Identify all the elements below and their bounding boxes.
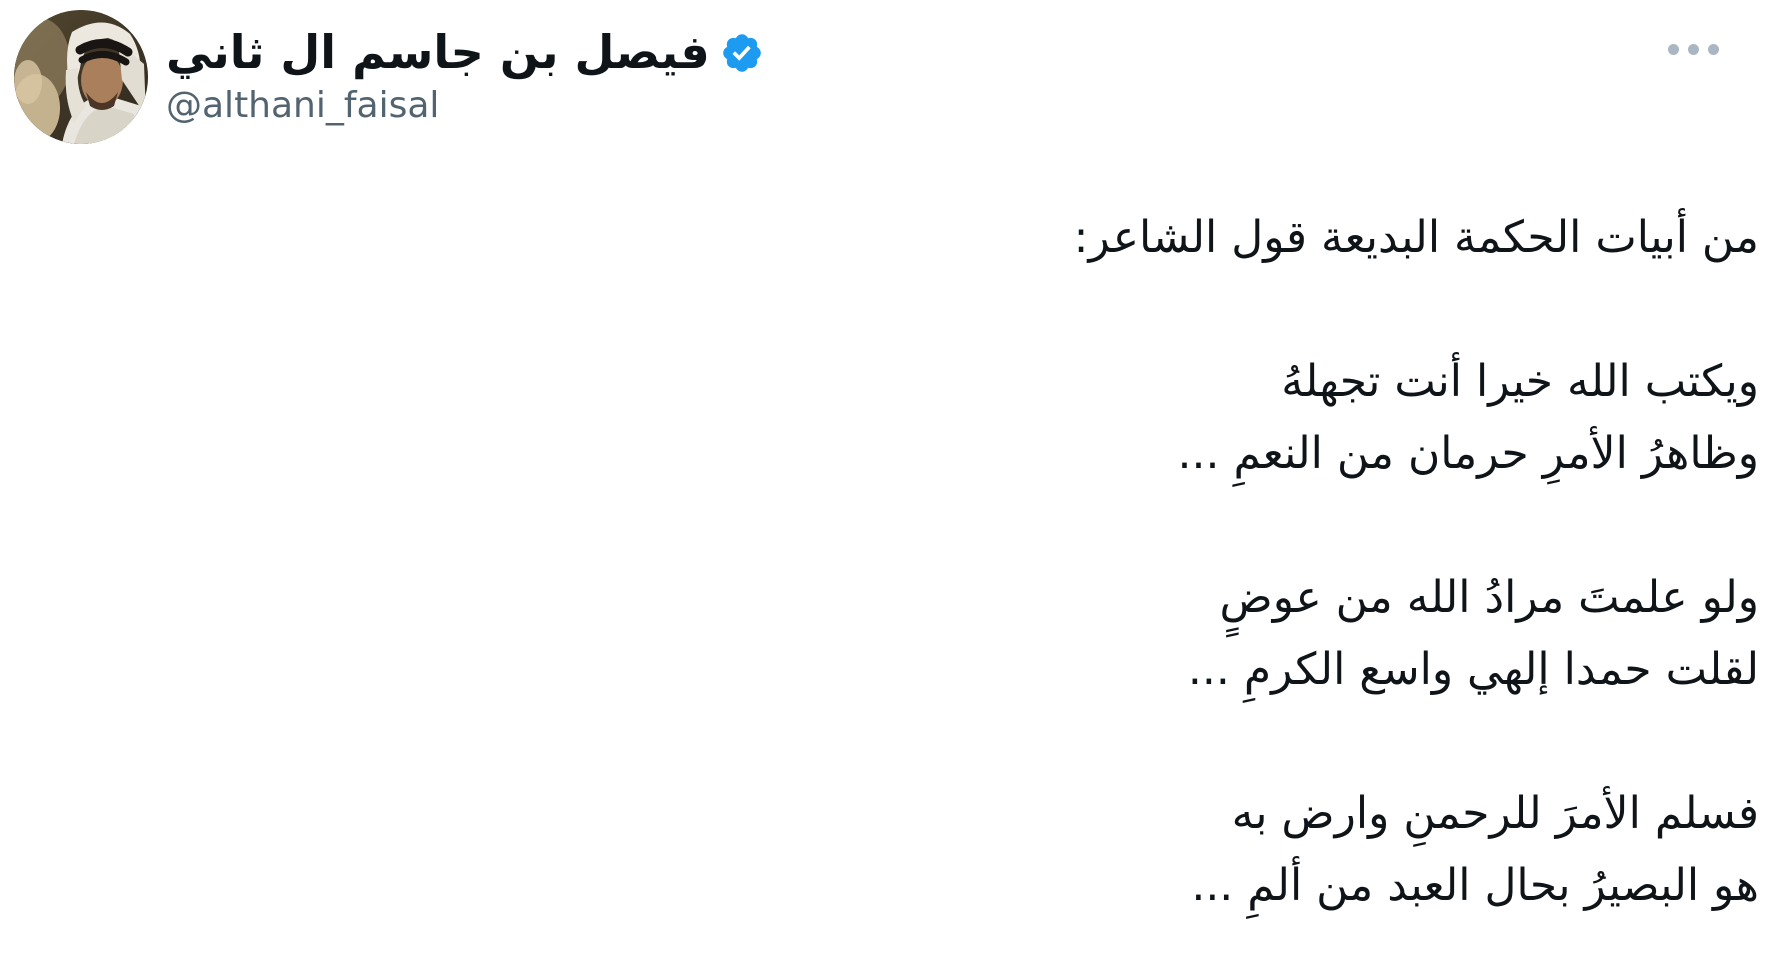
tweet-line: وظاهرُ الأمرِ حرمان من النعمِ ... <box>1177 428 1759 479</box>
tweet-header <box>14 10 1759 154</box>
tweet-line: ولو علمتَ مرادُ الله من عوضٍ <box>1219 572 1759 623</box>
tweet-line: هو البصيرُ بحال العبد من ألمِ ... <box>1191 860 1759 911</box>
tweet-line: فسلم الأمرَ للرحمنِ وارض به <box>1231 788 1759 839</box>
tweet-line <box>14 274 1759 346</box>
display-name[interactable]: فيصل بن جاسم ال ثاني <box>166 25 710 79</box>
profile-photo-icon <box>14 10 148 144</box>
tweet-line: لقلت حمدا إلهي واسع الكرمِ ... <box>1187 644 1759 695</box>
tweet-line <box>14 706 1759 778</box>
more-icon <box>1668 44 1719 55</box>
user-id-block <box>166 10 764 127</box>
tweet-line: من أبيات الحكمة البديعة قول الشاعر: <box>1073 212 1759 263</box>
user-handle[interactable]: @althani_faisal <box>166 84 440 126</box>
tweet-line: ويكتب الله خيرا أنت تجهلهُ <box>1281 356 1759 407</box>
tweet-body-text <box>14 202 1759 922</box>
verified-badge-icon[interactable] <box>720 31 764 75</box>
tweet-line <box>14 490 1759 562</box>
more-options-button[interactable] <box>1664 40 1723 59</box>
avatar[interactable] <box>14 10 148 144</box>
name-row <box>166 24 764 82</box>
